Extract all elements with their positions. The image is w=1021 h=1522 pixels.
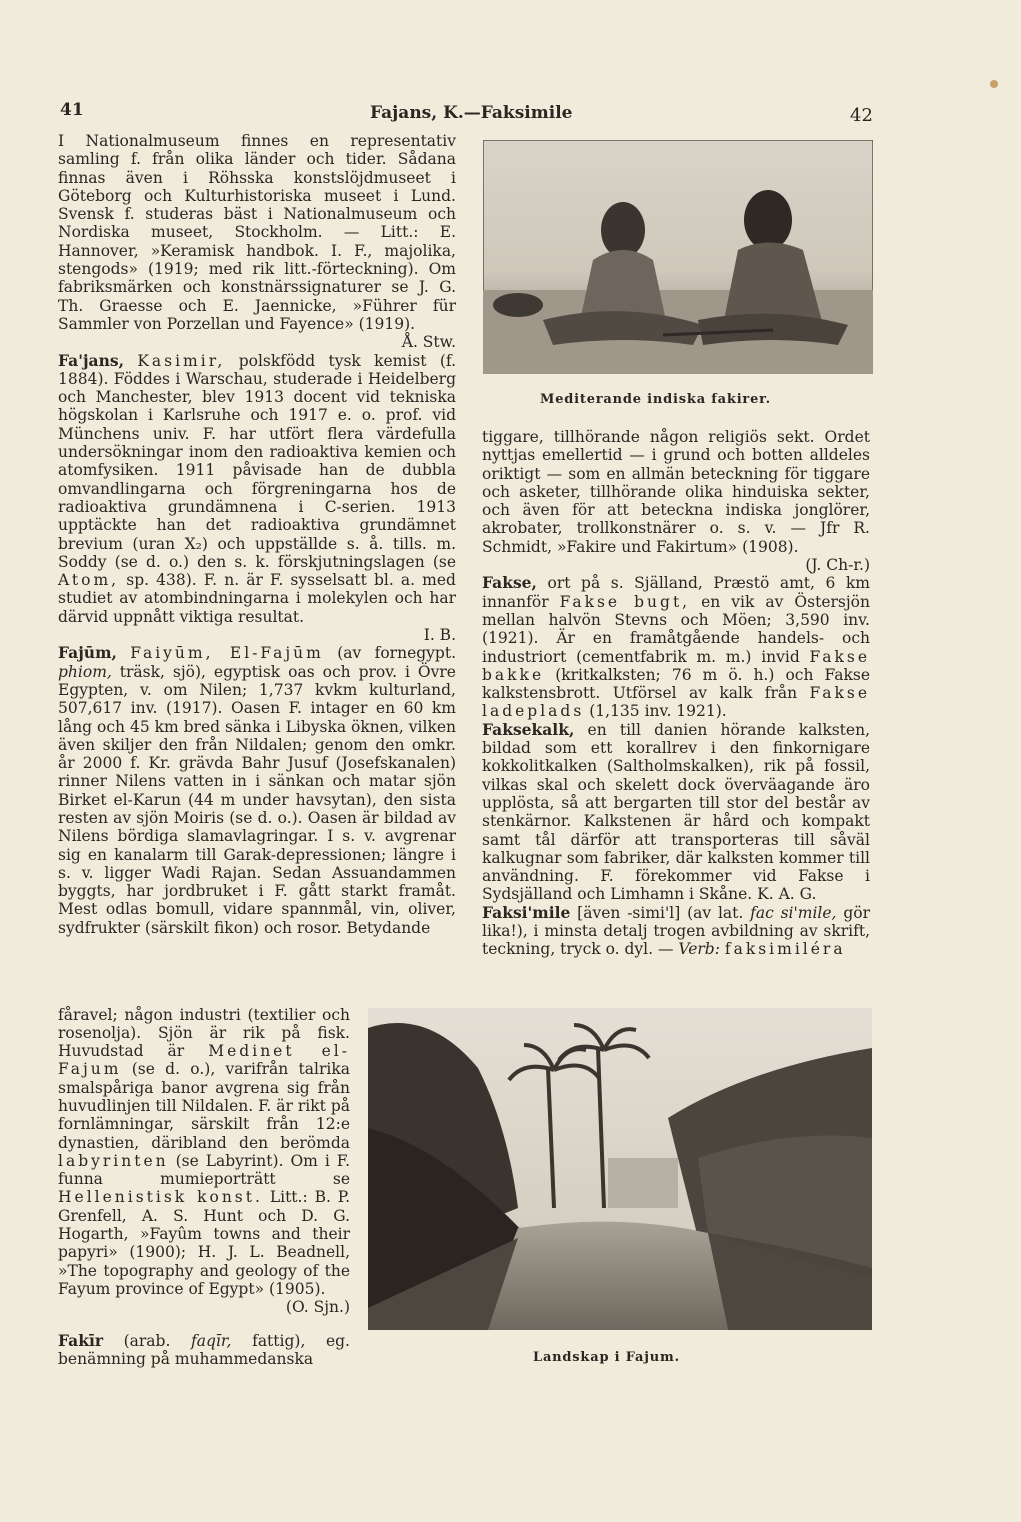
fakirs-photo-image [483,140,873,374]
landscape-photo-image [368,1008,872,1330]
signature: (J. Ch-r.) [805,556,870,575]
entry-headword: Fakse, [482,573,537,593]
text: (1,135 inv. 1921). [589,702,727,721]
figure-caption-landscape: Landskap i Fajum. [533,1350,680,1365]
italic-term: fac si'mile, [750,903,837,922]
signature: (O. Sjn.) [285,1298,350,1317]
entry-nationalmuseum [58,132,456,352]
entry-headword: Fakīr [58,1331,103,1351]
entry-faksimile [482,904,870,959]
text: (av fornegypt. [337,644,456,663]
cross-reference: Atom, [58,571,120,590]
text: polskfödd tysk kemist (f. 1884). Föddes i Warschau, studerade i Heidelberg och Manchester, blev 1913 docent vid tekniska högskolan i Karlsruhe och 1917 e. o. prof. vid Münchens univ. F. har utfört flera värdefulla undersökningar inom den radioaktiva kemien och atomfysiken. 1911 påvisade han de dubbla omvandlingarna och förgreningarna hos de radioaktiva grundämnena i C-serien. 1913 upptäckte han det radioaktiva grundämnet brevium (uran X₂) och uppställde s. å. tills. m. Soddy (se d. o.) den s. k. förskjutningslagen (se [58,351,456,571]
text: tiggare, tillhörande någon religiös sekt. Ordet nyttjas emellertid — i grund och botten alldeles oriktigt — som en allmän beteckning för tiggare och asketer, tillhörande olika hinduiska sekter, och även för att beteckna indiska jonglörer, akrobater, trollkonstnärer o. s. v. — Jfr R. Schmidt, »Fakire und Fakirtum» (1908). [482,428,870,556]
entry-fajans [58,352,456,645]
text: (se Labyrint). Om i F. funna mumieporträtt se [58,1151,350,1189]
signature: Å. Stw. [401,333,456,352]
ink-spot [990,80,998,88]
text: gör lika!), i minsta detalj trogen avbildning av skrift, teckning, tryck o. dyl. — [482,903,870,959]
left-column [58,132,456,937]
text: sp. 438). F. n. är F. sysselsatt bl. a. med studiet av atombindningarna i molekylen och har därvid uppnått viktiga resultat. [58,571,456,626]
text: (arab. [123,1332,171,1351]
text: fåravel; någon industri (textilier och rosenolja). Sjön är rik på fisk. Huvudstad är [58,1005,350,1061]
spaced-name: Medinet el-Fajum [58,1042,350,1079]
entry-headword: Fa'jans, [58,350,124,370]
spaced-name: labyrinten [58,1151,169,1170]
entry-headword: Fajūm, [58,643,117,663]
signature: I. B. [423,626,456,645]
spaced-name: Kasimir, [137,351,226,370]
text: träsk, sjö), egyptisk oas och prov. i Övre Egypten, v. om Nilen; 1,737 kvkm kulturland, 507,617 inv. (1917). Oasen F. intager en 60 km lång och 45 km bred sänka i Libyska öknen, vilken även skiljer den från Nildalen; genom den omkr. år 2000 f. Kr. grävda Bahr Jusuf (Josefskanalen) rinner Nilens vatten in i sänkan och matar sjön Birket el-Karun (44 m under havsytan), den sista resten av sjön Moiris (se d. o.). Oasen är bildad av Nilens bördiga slamavlagringar. I s. v. avgrenar sig en kanalarm till Garak-depressionen; längre i s. v. ligger Wadi Rajan. Sedan Assuandammen byggts, har jordbruket i F. gått starkt framåt. Mest odlas bomull, vidare spannmål, vin, oliver, sydfrukter (särskilt fikon) och rosor. Betydande [58,662,456,937]
text: [även -simi'l] (av lat. [577,903,744,922]
spaced-name: Faiyūm, El-Fajūm [130,644,324,663]
right-column [482,428,870,959]
running-title: Fajans, K.—Faksimile [370,103,573,123]
entry-faksekalk [482,721,870,904]
entry-headword: Faksi'mile [482,902,571,922]
signature: K. A. G. [757,885,817,904]
entry-fakse [482,574,870,720]
entry-fajum-cont [58,1006,350,1317]
entry-headword: Faksekalk, [482,719,575,739]
entry-fajum [58,644,456,937]
spaced-name: Fakse ladeplads [482,684,870,721]
text: (se d. o.), varifrån talrika smalspåriga banor avgrena sig från huvudlinjen till Nildalen. F. är rikt på fornlämningar, särskilt från 12:e dynastien, däribland den berömda [58,1060,350,1152]
photo-fakirs [483,140,873,374]
page-number-right: 42 [850,105,873,126]
text: ort på s. Själland, Præstö amt, 6 km innanför [482,574,870,611]
italic-term: faqīr, [190,1332,232,1351]
text: (kritkalksten; 76 m ö. h.) och Fakse kalkstensbrott. Utförsel av kalk från [482,665,870,703]
text: Litt.: B. P. Grenfell, A. S. Hunt och D. G. Hogarth, »Fayûm towns and their papyri» (1900); H. J. L. Beadnell, »The topography and geology of the Fayum province of Egypt» (1905). [58,1188,351,1298]
entry-fakir [58,1332,350,1369]
spaced-name: faksimiléra [724,940,846,959]
text: fattig), eg. benämning på muhammedanska [58,1332,350,1369]
text: en till danien hörande kalksten, bildad som ett korallrev i den finkornigare kokkolitkalken (Saltholmskalken), rik på fossil, vilkas skal och skelett dock överväagande äro upplösta, så att bergarten till stor del består av stenkärnor. Kalkstenen är hård och kompakt samt tål därför att transporteras till såväl kalkugnar som fabriker, där kalksten kommer till användning. F. förekommer vid Fakse i Sydsjälland och Limhamn i Skåne. [482,720,870,904]
spaced-name: Fakse bugt, [559,592,691,611]
page-number-left: 41 [60,100,84,120]
text: I Nationalmuseum finnes en representativ samling f. från olika länder och tider. Sådana finnas även i Röhsska konstslöjdmuseet i Göteborg och Kulturhistoriska museet i Lund. Svensk f. studeras bäst i Nationalmuseum och Nordiska museet, Stockholm. — Litt.: E. Hannover, »Keramisk handbok. I. F., majolika, stengods» (1919; med rik litt.-förteckning). Om fabriksmärken och konstnärssignaturer se J. G. Th. Graesse och E. Jaennicke, »Führer für Sammler von Porzellan und Fayence» (1919). [58,132,456,333]
left-column-narrow [58,990,350,1384]
cross-reference: Hellenistisk konst. [58,1188,263,1207]
italic-term: Verb: [678,940,720,959]
text: en vik av Östersjön mellan halvön Stevns och Möen; 3,590 inv. (1921). Är en framåtgående handels- och industriort (cementfabrik m. m.) invid [482,592,870,666]
spaced-name: Fakse bakke [482,647,870,684]
entry-fakir-cont [482,428,870,574]
photo-fajum-landscape [368,1008,872,1330]
italic-term: phiom, [58,662,112,681]
figure-caption-fakirs: Mediterande indiska fakirer. [540,392,771,407]
